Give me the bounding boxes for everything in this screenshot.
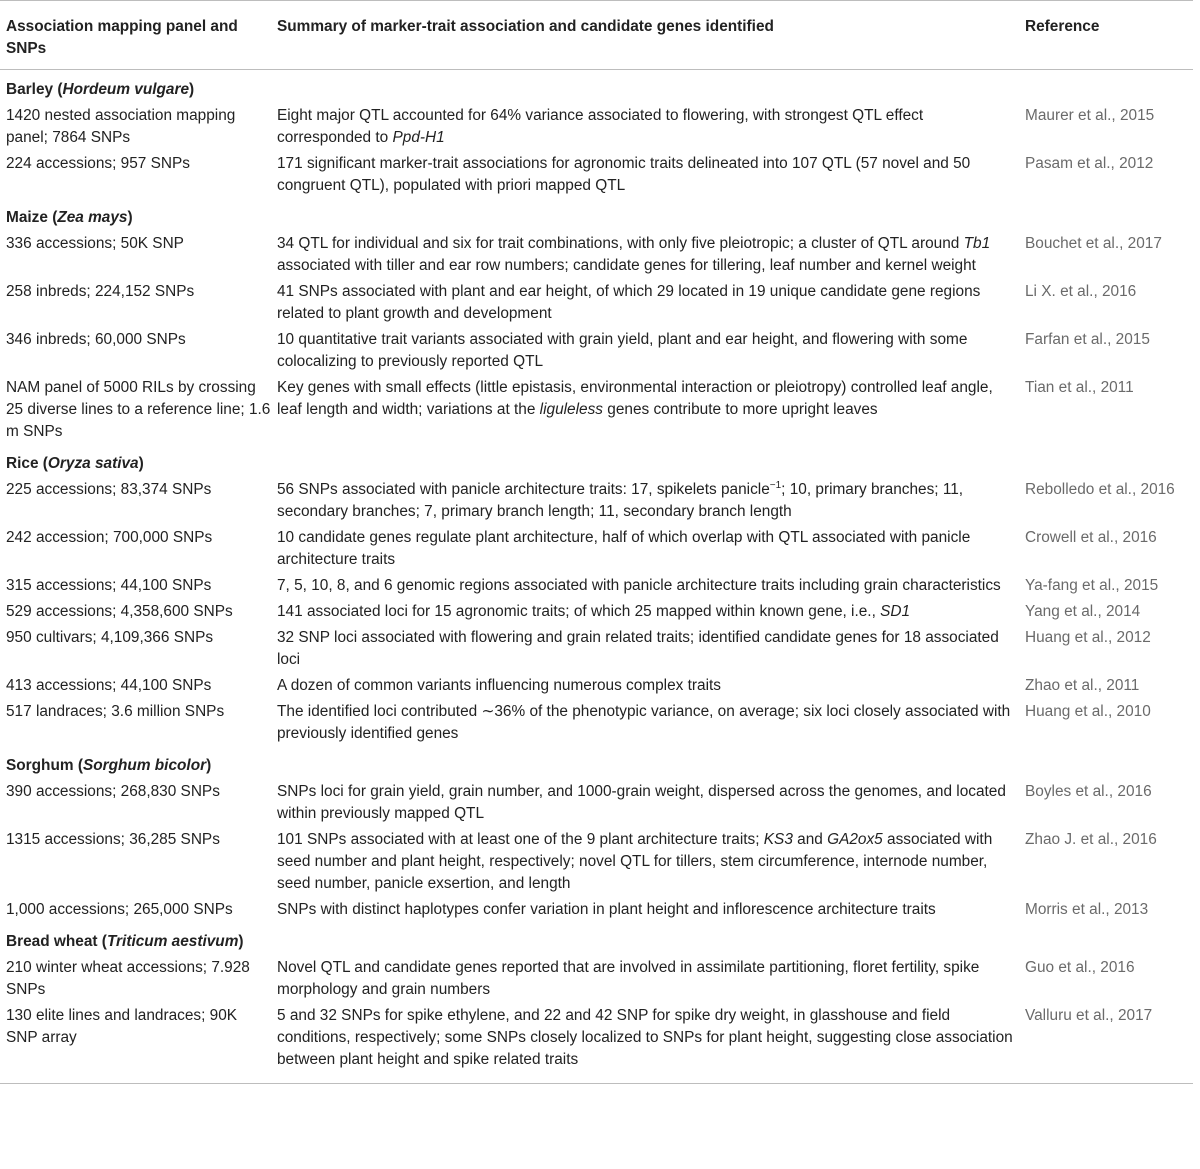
panel-cell: 336 accessions; 50K SNP <box>6 235 184 252</box>
reference-cell: Yang et al., 2014 <box>1025 603 1141 620</box>
reference-cell: Tian et al., 2011 <box>1025 379 1134 396</box>
crop-name: Maize <box>6 209 48 226</box>
group-label: Sorghum (Sorghum bicolor) <box>6 757 212 774</box>
panel-cell: NAM panel of 5000 RILs by crossing 25 diverse lines to a reference line; 1.6 m SNPs <box>6 379 271 440</box>
table-row <box>0 573 1193 599</box>
reference-cell: Valluru et al., 2017 <box>1025 1007 1153 1024</box>
summary-cell: The identified loci contributed ∼36% of the phenotypic variance, on average; six loci closely associated with previously identified genes <box>277 703 1011 742</box>
panel-cell: 242 accession; 700,000 SNPs <box>6 529 213 546</box>
table-row <box>0 699 1193 747</box>
reference-cell: Li X. et al., 2016 <box>1025 283 1137 300</box>
summary-text: genes contribute to more upright leaves <box>602 401 878 418</box>
panel-cell: 517 landraces; 3.6 million SNPs <box>6 703 225 720</box>
superscript: −1 <box>769 480 782 491</box>
panel-cell: 315 accessions; 44,100 SNPs <box>6 577 212 594</box>
reference-cell: Morris et al., 2013 <box>1025 901 1149 918</box>
reference-cell: Maurer et al., 2015 <box>1025 107 1155 124</box>
crop-latin-name: Hordeum vulgare <box>62 81 190 98</box>
summary-cell <box>277 231 1025 279</box>
group-row-barley <box>0 70 1193 104</box>
crop-latin-name: Sorghum bicolor <box>82 757 207 774</box>
reference-cell: Crowell et al., 2016 <box>1025 529 1157 546</box>
reference-cell: Ya-fang et al., 2015 <box>1025 577 1159 594</box>
summary-cell: 171 significant marker-trait associations for agronomic traits delineated into 107 QTL (57 novel and 50 congruent QTL), populated with priori mapped QTL <box>277 155 971 194</box>
table-row <box>0 955 1193 1003</box>
summary-cell: SNPs loci for grain yield, grain number, and 1000-grain weight, dispersed across the genomes, and located within previously mapped QTL <box>277 783 1006 822</box>
header-row <box>0 1 1193 70</box>
reference-cell: Zhao et al., 2011 <box>1025 677 1140 694</box>
header-panel: Association mapping panel and SNPs <box>6 18 238 57</box>
reference-cell: Bouchet et al., 2017 <box>1025 235 1162 252</box>
summary-cell <box>277 599 1025 625</box>
gene-name: liguleless <box>539 401 603 418</box>
summary-text: 141 associated loci for 15 agronomic traits; of which 25 mapped within known gene, i.e., <box>277 603 881 620</box>
summary-text: and <box>792 831 828 848</box>
summary-text: Eight major QTL accounted for 64% variance associated to flowering, with strongest QTL effect corresponded to <box>277 107 924 146</box>
crop-name: Barley <box>6 81 54 98</box>
reference-cell: Guo et al., 2016 <box>1025 959 1135 976</box>
table-body <box>0 70 1193 1084</box>
summary-text: 34 QTL for individual and six for trait combinations, with only five pleiotropic; a cluster of QTL around <box>277 235 964 252</box>
table-row <box>0 625 1193 673</box>
panel-cell: 258 inbreds; 224,152 SNPs <box>6 283 195 300</box>
header-summary: Summary of marker-trait association and candidate genes identified <box>277 18 774 35</box>
table-row <box>0 477 1193 525</box>
crop-name: Bread wheat <box>6 933 98 950</box>
panel-cell: 130 elite lines and landraces; 90K SNP array <box>6 1007 238 1046</box>
gene-name: GA2ox5 <box>827 831 883 848</box>
group-row-bread-wheat <box>0 923 1193 955</box>
summary-text: associated with seed number and plant height, respectively; novel QTL for tillers, stem circumference, internode number, seed number, panicle exsertion, and length <box>277 831 993 892</box>
panel-cell: 950 cultivars; 4,109,366 SNPs <box>6 629 214 646</box>
table-row <box>0 525 1193 573</box>
panel-cell: 1,000 accessions; 265,000 SNPs <box>6 901 233 918</box>
summary-cell: 32 SNP loci associated with flowering and grain related traits; identified candidate genes for 18 associated loci <box>277 629 999 668</box>
table-header <box>0 1 1193 70</box>
crop-name: Sorghum <box>6 757 74 774</box>
crop-latin-name: Oryza sativa <box>47 455 139 472</box>
reference-cell: Huang et al., 2010 <box>1025 703 1151 720</box>
summary-cell: 10 candidate genes regulate plant architecture, half of which overlap with QTL associated with panicle architecture traits <box>277 529 971 568</box>
gene-name: Ppd-H1 <box>392 129 445 146</box>
reference-cell: Pasam et al., 2012 <box>1025 155 1154 172</box>
panel-cell: 1420 nested association mapping panel; 7864 SNPs <box>6 107 236 146</box>
table-row <box>0 1003 1193 1084</box>
table-row <box>0 897 1193 923</box>
summary-text: Key genes with small effects (little epistasis, environmental interaction or pleiotropy) controlled leaf angle, leaf length and width; variations at the <box>277 379 993 418</box>
summary-cell: A dozen of common variants influencing numerous complex traits <box>277 677 721 694</box>
summary-cell: 7, 5, 10, 8, and 6 genomic regions associated with panicle architecture traits including grain characteristics <box>277 577 1001 594</box>
group-label: Barley (Hordeum vulgare) <box>6 81 195 98</box>
panel-cell: 210 winter wheat accessions; 7.928 SNPs <box>6 959 250 998</box>
table-row <box>0 103 1193 151</box>
group-label: Rice (Oryza sativa) <box>6 455 144 472</box>
panel-cell: 225 accessions; 83,374 SNPs <box>6 481 212 498</box>
crop-latin-name: Triticum aestivum <box>106 933 239 950</box>
summary-cell <box>277 103 1025 151</box>
group-row-rice <box>0 445 1193 477</box>
table-row <box>0 827 1193 897</box>
group-row-sorghum <box>0 747 1193 779</box>
panel-cell: 346 inbreds; 60,000 SNPs <box>6 331 186 348</box>
reference-cell: Zhao J. et al., 2016 <box>1025 831 1157 848</box>
gene-name: KS3 <box>763 831 793 848</box>
panel-cell: 413 accessions; 44,100 SNPs <box>6 677 212 694</box>
gene-name: SD1 <box>880 603 911 620</box>
summary-cell <box>277 375 1025 445</box>
panel-cell: 390 accessions; 268,830 SNPs <box>6 783 220 800</box>
table-row <box>0 231 1193 279</box>
panel-cell: 1315 accessions; 36,285 SNPs <box>6 831 220 848</box>
gene-name: Tb1 <box>963 235 991 252</box>
summary-cell <box>277 827 1025 897</box>
reference-cell: Huang et al., 2012 <box>1025 629 1151 646</box>
summary-cell: 10 quantitative trait variants associated with grain yield, plant and ear height, and flowering with some colocalizing to previously reported QTL <box>277 331 968 370</box>
table-row <box>0 375 1193 445</box>
table-row <box>0 779 1193 827</box>
summary-cell: Novel QTL and candidate genes reported that are involved in assimilate partitioning, floret fertility, spike morphology and grain numbers <box>277 959 980 998</box>
table-row <box>0 151 1193 199</box>
summary-text: 101 SNPs associated with at least one of the 9 plant architecture traits; <box>277 831 764 848</box>
summary-text: associated with tiller and ear row numbers; candidate genes for tillering, leaf number and kernel weight <box>277 257 976 274</box>
summary-cell: 5 and 32 SNPs for spike ethylene, and 22 and 42 SNP for spike dry weight, in glasshouse and field conditions, respectively; some SNPs closely localized to SNPs for plant height, suggesting close association between plant height and spike related traits <box>277 1007 1013 1068</box>
summary-cell <box>277 477 1025 525</box>
crop-name: Rice <box>6 455 39 472</box>
crop-latin-name: Zea mays <box>57 209 128 226</box>
table-row <box>0 279 1193 327</box>
group-row-maize <box>0 199 1193 231</box>
panel-cell: 224 accessions; 957 SNPs <box>6 155 190 172</box>
group-label: Bread wheat (Triticum aestivum) <box>6 933 244 950</box>
table-row <box>0 327 1193 375</box>
panel-cell: 529 accessions; 4,358,600 SNPs <box>6 603 233 620</box>
reference-cell: Farfan et al., 2015 <box>1025 331 1150 348</box>
header-reference: Reference <box>1025 18 1100 35</box>
summary-cell: SNPs with distinct haplotypes confer variation in plant height and inflorescence architecture traits <box>277 901 936 918</box>
table-row <box>0 599 1193 625</box>
summary-cell: 41 SNPs associated with plant and ear height, of which 29 located in 19 unique candidate gene regions related to plant growth and development <box>277 283 981 322</box>
group-label: Maize (Zea mays) <box>6 209 133 226</box>
summary-text: 56 SNPs associated with panicle architecture traits: 17, spikelets panicle <box>277 481 770 498</box>
reference-cell: Rebolledo et al., 2016 <box>1025 481 1175 498</box>
table-row <box>0 673 1193 699</box>
reference-cell: Boyles et al., 2016 <box>1025 783 1152 800</box>
summary-text: ; 10, primary branches; 11, secondary branches; 7, primary branch length; 11, secondary branch length <box>277 481 964 520</box>
